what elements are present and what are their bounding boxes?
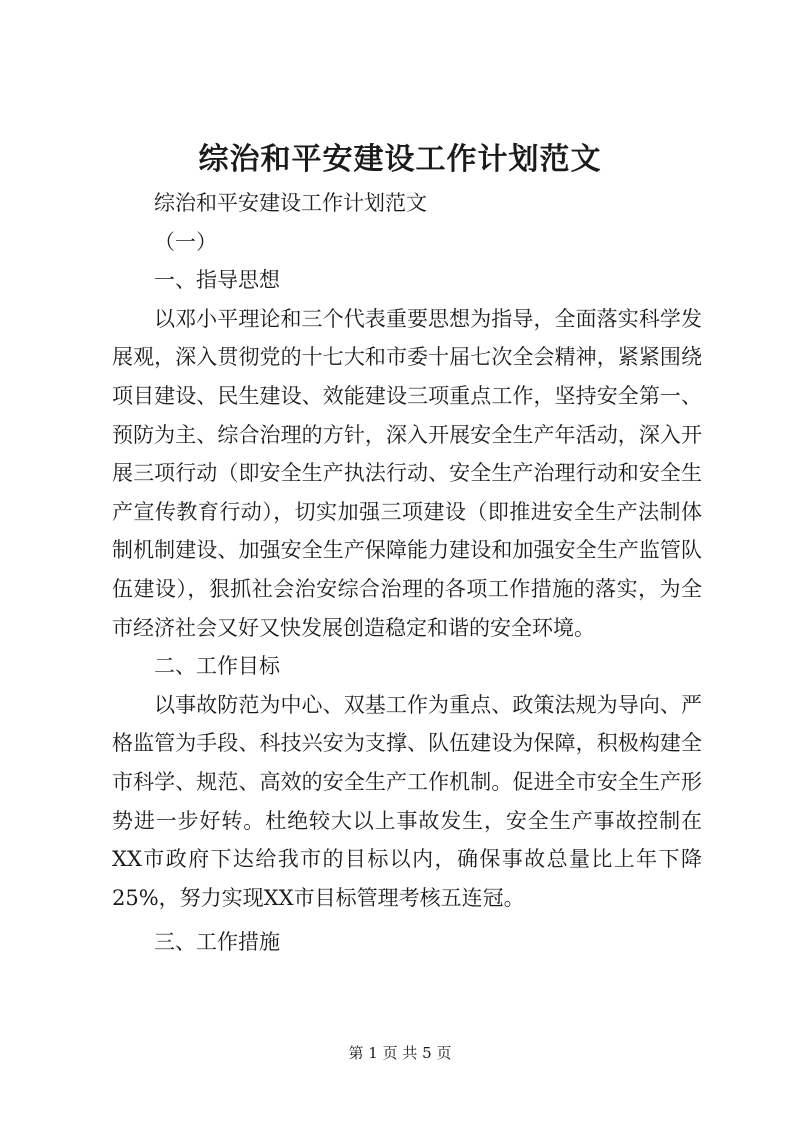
heading-work-measures: 三、工作措施 xyxy=(154,930,280,955)
paragraph-guiding-ideology: 以邓小平理论和三个代表重要思想为指导，全面落实科学发展观，深入贯彻党的十七大和市委十届七次全会精神，紧紧围绕项目建设、民生建设、效能建设三项重点工作，坚持安全第一、预防为主、综合治理的方针，深入开展安全生产年活动，深入开展三项行动（即安全生产执法行动、安全生产治理行动和安全生产宣传教育行动），切实加强三项建设（即推进安全生产法制体制机制建设、加强安全生产保障能力建设和加强安全生产监管队伍建设），狠抓社会治安综合治理的各项工作措施的落实，为全市经济社会又好又快发展创造稳定和谐的安全环境。 xyxy=(112,306,702,640)
page-footer: 第 1 页 共 5 页 xyxy=(348,1044,452,1062)
heading-guiding-ideology: 一、指导思想 xyxy=(154,268,280,293)
paragraph-section-number: （一） xyxy=(154,229,217,254)
paragraph-subtitle: 综治和平安建设工作计划范文 xyxy=(154,191,427,215)
paragraph-work-goals: 以事故防范为中心、双基工作为重点、政策法规为导向、严格监管为手段、科技兴安为支撑、队伍建设为保障，积极构建全市科学、规范、高效的安全生产工作机制。促进全市安全生产形势进一步好转。杜绝较大以上事故发生，安全生产事故控制在XX市政府下达给我市的目标以内，确保事故总量比上年下降25%，努力实现XX市目标管理考核五连冠。 xyxy=(112,692,702,910)
document-body xyxy=(112,184,702,962)
heading-work-goals: 二、工作目标 xyxy=(154,654,280,679)
document-title: 综治和平安建设工作计划范文 xyxy=(198,142,602,177)
